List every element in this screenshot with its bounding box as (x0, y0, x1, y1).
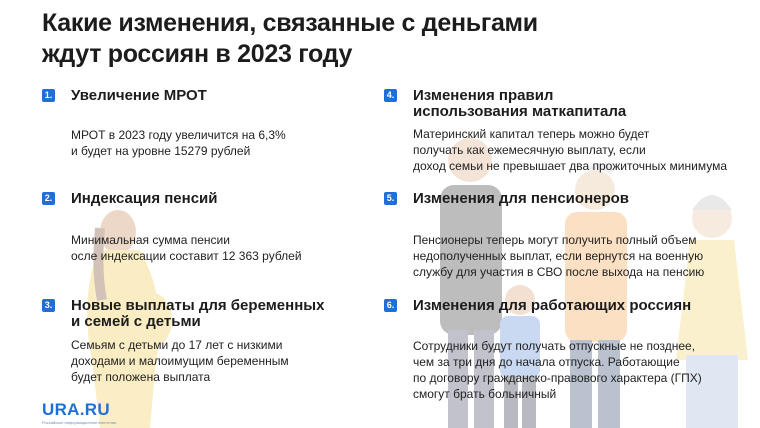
number-badge: 3. (42, 299, 55, 312)
item-description-line: доходами и малоимущим беременным (71, 354, 289, 368)
item-heading (71, 191, 218, 207)
item-description-line: службу для участия в СВО после выхода на пенсию (413, 265, 705, 279)
item-description-line: Сотрудники будут получать отпускные не позднее, (413, 339, 696, 353)
number-badge: 1. (42, 89, 55, 102)
item-heading (413, 191, 629, 207)
page-title-line-1: Какие изменения, связанные с деньгами (42, 9, 538, 37)
item-description-line: Минимальная сумма пенсии (71, 233, 230, 247)
item-heading-line: Изменения правил (413, 87, 554, 104)
logo-tagline: Российское информационное агентство (42, 420, 117, 425)
item-heading (71, 88, 207, 104)
number-badge: 6. (384, 299, 397, 312)
item-description (71, 337, 289, 385)
page-title-line-2: ждут россиян в 2023 году (42, 40, 353, 68)
item-heading (413, 88, 626, 120)
item-description-line: недополученных выплат, если вернутся на военную (413, 249, 704, 263)
item-description-line: будет положена выплата (71, 370, 211, 384)
item-heading-line: Индексация пенсий (71, 190, 218, 207)
item-heading-line: и семей с детьми (71, 313, 201, 330)
item-description-line: МРОТ в 2023 году увеличится на 6,3% (71, 128, 286, 142)
item-description-line: осле индексации составит 12 363 рублей (71, 249, 302, 263)
item-description-line: получать как ежемесячную выплату, если (413, 143, 646, 157)
item-heading (413, 298, 691, 314)
item-heading-line: использования маткапитала (413, 103, 627, 120)
item-description-line: и будет на уровне 15279 рублей (71, 144, 251, 158)
item-heading-line: Увеличение МРОТ (71, 87, 207, 104)
item-description-line: Пенсионеры теперь могут получить полный объем (413, 233, 697, 247)
item-description-line: по договору гражданско-правового характера (ГПХ) (413, 371, 702, 385)
item-description (413, 232, 704, 280)
number-badge: 2. (42, 192, 55, 205)
item-description-line: Материнский капитал теперь можно будет (413, 127, 650, 141)
item-description (71, 232, 302, 264)
number-badge: 4. (384, 89, 397, 102)
item-description-line: чем за три дня до начала отпуска. Работающие (413, 355, 680, 369)
item-heading-line: Изменения для работающих россиян (413, 297, 692, 314)
item-description (413, 126, 727, 174)
item-heading (71, 298, 324, 330)
number-badge: 5. (384, 192, 397, 205)
item-description (413, 338, 702, 402)
item-heading-line: Изменения для пенсионеров (413, 190, 630, 207)
page-title (42, 8, 602, 70)
item-description (71, 127, 286, 159)
ura-ru-logo[interactable]: URA.RU (42, 400, 110, 419)
item-description-line: смогут брать больничный (413, 387, 557, 401)
item-heading-line: Новые выплаты для беременных (71, 297, 325, 314)
item-description-line: Семьям с детьми до 17 лет с низкими (71, 338, 283, 352)
item-description-line: доход семьи не превышает два прожиточных минимума (413, 159, 728, 173)
